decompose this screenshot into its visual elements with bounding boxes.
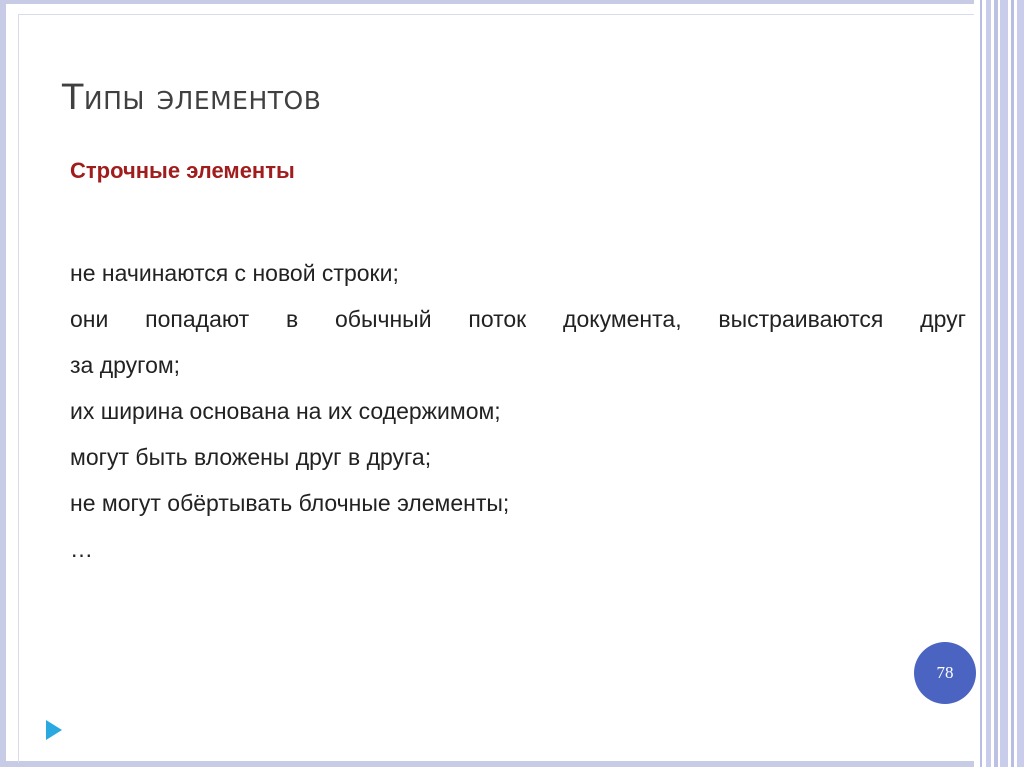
list-item: они попадают в обычный поток документа, выстраиваются друг [70,306,966,332]
play-arrow-icon[interactable] [46,720,62,740]
list-item: за другом; [70,352,181,378]
list-item: не могут обёртывать блочные элементы; [70,490,510,516]
bullet-list [70,250,966,572]
page-number: 78 [936,663,954,682]
list-item: их ширина основана на их содержимом; [70,398,501,424]
page-number-badge [914,642,976,704]
list-item: могут быть вложены друг в друга; [70,444,432,470]
right-decorative-bars [974,0,1024,767]
list-item: … [70,536,93,562]
list-item: не начинаются с новой строки; [70,260,399,286]
slide-title: Типы элементов [62,78,322,118]
slide-subtitle: Строчные элементы [70,158,295,183]
